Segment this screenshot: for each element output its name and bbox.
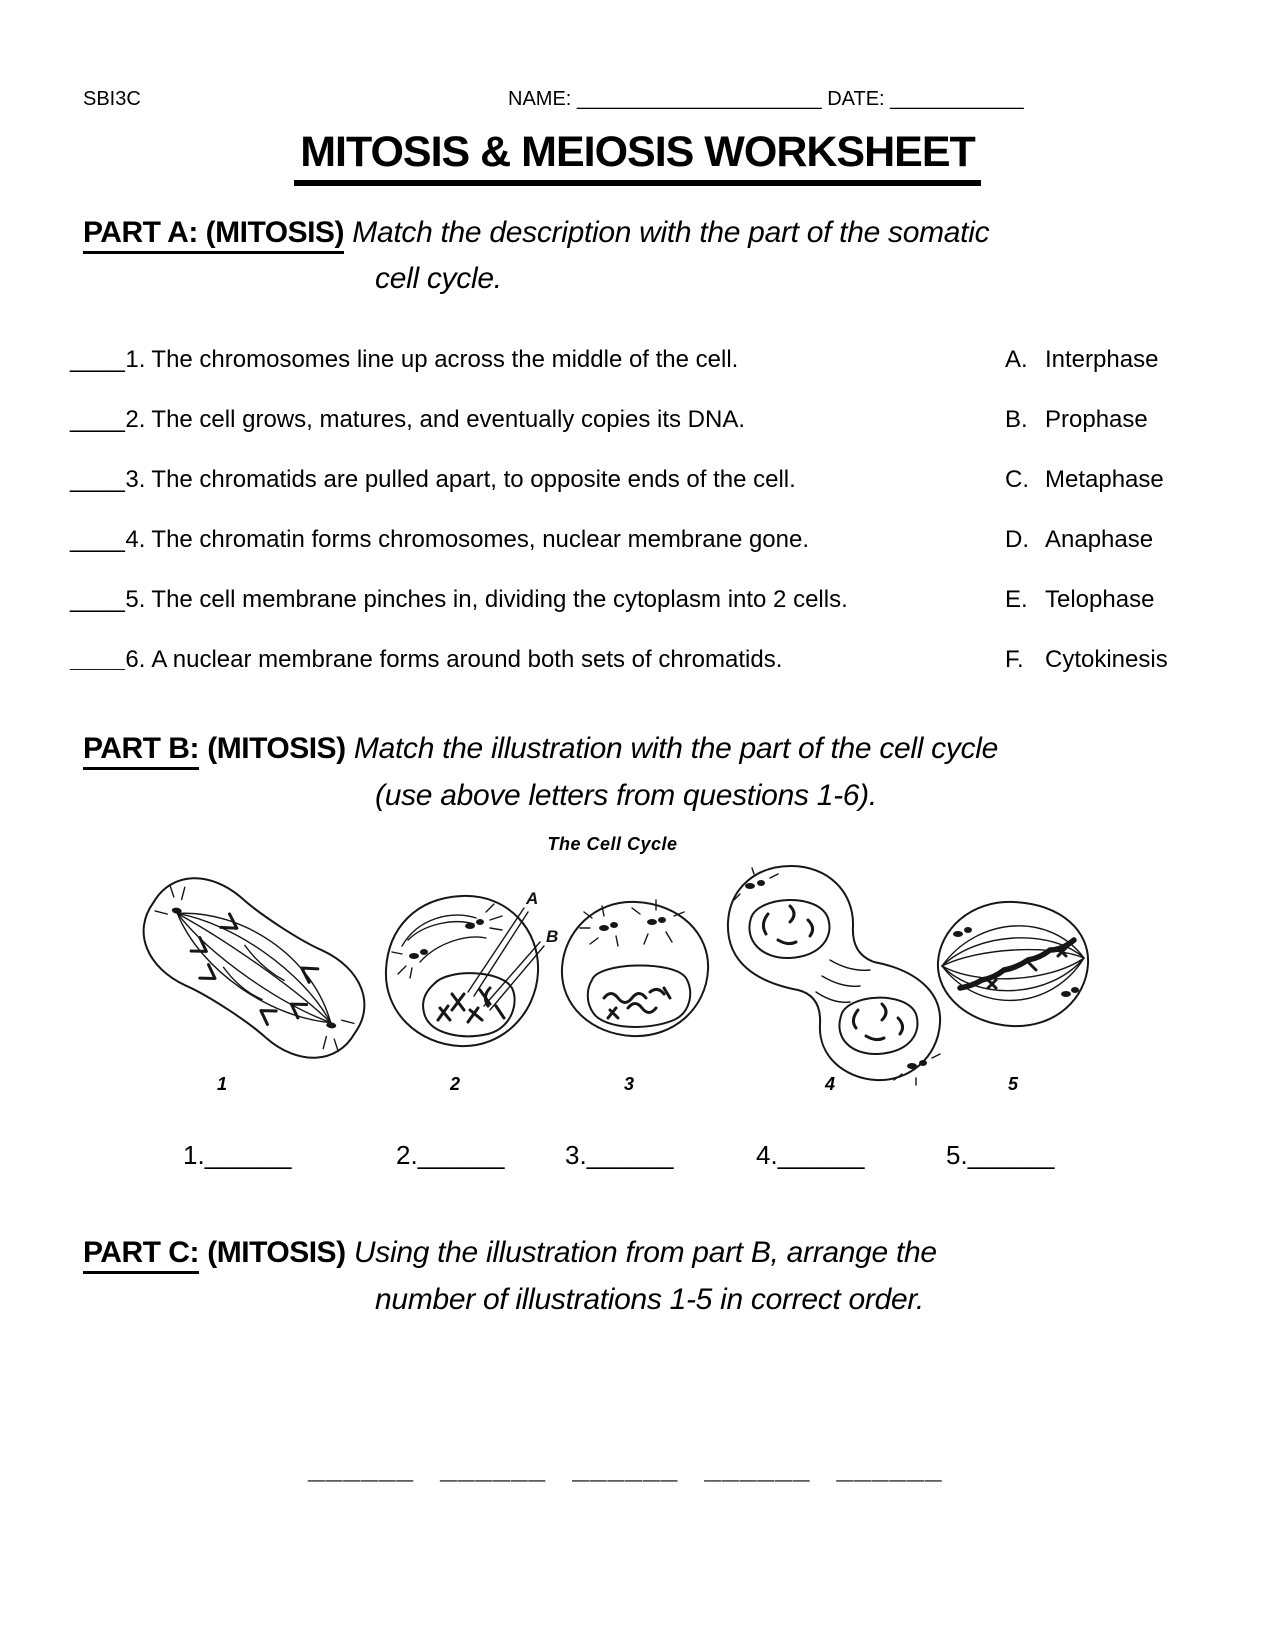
question-text: The chromatin forms chromosomes, nuclear membrane gone. xyxy=(151,526,810,553)
figure-number-1: 1 xyxy=(216,1074,228,1094)
question-number: 3. xyxy=(125,466,146,493)
anaphase-cell-illustration xyxy=(112,860,397,1075)
part-a-instruction-line1: Match the description with the part of the somatic xyxy=(352,216,990,249)
name-blank-field[interactable]: ______________________ xyxy=(576,88,822,110)
part-c-blank-5[interactable]: ______ xyxy=(836,1452,943,1485)
answer-label: Cytokinesis xyxy=(1045,646,1168,673)
question-text: The cell grows, matures, and eventually copies its DNA. xyxy=(151,406,745,433)
figure-number-4: 4 xyxy=(824,1074,836,1094)
question-row xyxy=(70,390,848,450)
part-b-subheading: (MITOSIS) xyxy=(207,732,346,765)
answer-option xyxy=(1005,510,1168,570)
question-5-answer-blank[interactable]: ____ xyxy=(70,586,126,613)
blank-number: 5. xyxy=(946,1140,968,1170)
answer-label: Prophase xyxy=(1045,406,1148,433)
part-b-answer-2 xyxy=(396,1140,504,1171)
name-date-row xyxy=(508,88,1024,111)
part-c-instruction-line1: Using the illustration from part B, arrange the xyxy=(353,1236,937,1269)
figure-label-a: A xyxy=(526,889,539,908)
question-row xyxy=(70,570,848,630)
part-a-question-list xyxy=(70,330,848,690)
telophase-cell-illustration xyxy=(706,858,956,1088)
answer-option xyxy=(1005,630,1168,690)
answer-letter: E. xyxy=(1005,586,1028,613)
part-b-answer-5-blank[interactable]: ______ xyxy=(967,1140,1055,1170)
question-text: The chromosomes line up across the middle of the cell. xyxy=(151,346,739,373)
question-row xyxy=(70,450,848,510)
metaphase-cell-illustration xyxy=(928,896,1098,1036)
question-text: The chromatids are pulled apart, to opposite ends of the cell. xyxy=(151,466,796,493)
answer-letter: C. xyxy=(1005,466,1029,493)
figure-number-2: 2 xyxy=(449,1074,461,1094)
blank-number: 3. xyxy=(565,1140,587,1170)
name-label: NAME: xyxy=(508,88,572,110)
part-a-answer-options xyxy=(1005,330,1168,690)
answer-letter: D. xyxy=(1005,526,1029,553)
question-3-answer-blank[interactable]: ____ xyxy=(70,466,126,493)
part-c-heading: PART C: xyxy=(83,1236,199,1274)
answer-letter: A. xyxy=(1005,346,1028,373)
answer-label: Interphase xyxy=(1045,346,1159,373)
answer-option xyxy=(1005,570,1168,630)
interphase-cell-illustration xyxy=(552,892,717,1047)
part-c-instruction-line2: number of illustrations 1-5 in correct order. xyxy=(375,1283,924,1316)
part-c-blank-4[interactable]: ______ xyxy=(704,1452,811,1485)
question-number: 4. xyxy=(125,526,146,553)
part-b-answer-5 xyxy=(946,1140,1054,1171)
question-text: The cell membrane pinches in, dividing the cytoplasm into 2 cells. xyxy=(151,586,848,613)
part-b-answer-2-blank[interactable]: ______ xyxy=(417,1140,505,1170)
page-title xyxy=(0,128,1275,177)
part-b-answer-4-blank[interactable]: ______ xyxy=(777,1140,865,1170)
part-c-blank-1[interactable]: ______ xyxy=(308,1452,415,1485)
part-c-answer-blanks xyxy=(308,1452,943,1486)
answer-option xyxy=(1005,450,1168,510)
figure-number-3: 3 xyxy=(623,1074,635,1094)
part-c-blank-3[interactable]: ______ xyxy=(572,1452,679,1485)
figure-label-b: B xyxy=(546,927,559,946)
question-2-answer-blank[interactable]: ____ xyxy=(70,406,126,433)
blank-number: 2. xyxy=(396,1140,418,1170)
answer-option xyxy=(1005,330,1168,390)
question-4-answer-blank[interactable]: ____ xyxy=(70,526,126,553)
question-row xyxy=(70,510,848,570)
part-b-instruction-line2: (use above letters from questions 1-6). xyxy=(375,779,877,812)
question-text: A nuclear membrane forms around both sets of chromatids. xyxy=(151,646,783,673)
part-c-subheading: (MITOSIS) xyxy=(207,1236,346,1269)
part-a-heading-row xyxy=(83,216,989,250)
part-b-answer-3 xyxy=(565,1140,673,1171)
question-number: 5. xyxy=(125,586,146,613)
part-b-answer-4 xyxy=(756,1140,864,1171)
figure-number-5: 5 xyxy=(1007,1074,1019,1094)
part-a-instruction-line2: cell cycle. xyxy=(375,262,502,295)
answer-option xyxy=(1005,390,1168,450)
blank-number: 4. xyxy=(756,1140,778,1170)
date-label: DATE: xyxy=(827,88,885,110)
answer-letter: B. xyxy=(1005,406,1028,433)
date-blank-field[interactable]: ____________ xyxy=(890,88,1024,110)
question-row xyxy=(70,330,848,390)
question-number: 2. xyxy=(125,406,146,433)
part-b-heading: PART B: xyxy=(83,732,199,770)
part-b-answer-1-blank[interactable]: ______ xyxy=(204,1140,292,1170)
blank-number: 1. xyxy=(183,1140,205,1170)
question-number: 6. xyxy=(125,646,146,673)
part-b-answer-1 xyxy=(183,1140,291,1171)
answer-label: Anaphase xyxy=(1045,526,1154,553)
question-6-answer-blank[interactable]: ____ xyxy=(70,646,126,673)
answer-label: Metaphase xyxy=(1045,466,1164,493)
part-c-blank-2[interactable]: ______ xyxy=(440,1452,547,1485)
part-c-heading-row xyxy=(83,1236,937,1270)
question-row xyxy=(70,630,848,690)
course-code: SBI3C xyxy=(83,88,141,110)
part-b-instruction-line1: Match the illustration with the part of the cell cycle xyxy=(353,732,999,765)
part-b-heading-row xyxy=(83,732,998,766)
answer-letter: F. xyxy=(1005,646,1024,673)
question-1-answer-blank[interactable]: ____ xyxy=(70,346,126,373)
part-b-answer-3-blank[interactable]: ______ xyxy=(586,1140,674,1170)
answer-label: Telophase xyxy=(1045,586,1155,613)
part-a-heading: PART A: (MITOSIS) xyxy=(83,216,344,254)
question-number: 1. xyxy=(125,346,146,373)
page-title-text: MITOSIS & MEIOSIS WORKSHEET xyxy=(294,128,981,186)
figure-title: The Cell Cycle xyxy=(547,834,678,854)
